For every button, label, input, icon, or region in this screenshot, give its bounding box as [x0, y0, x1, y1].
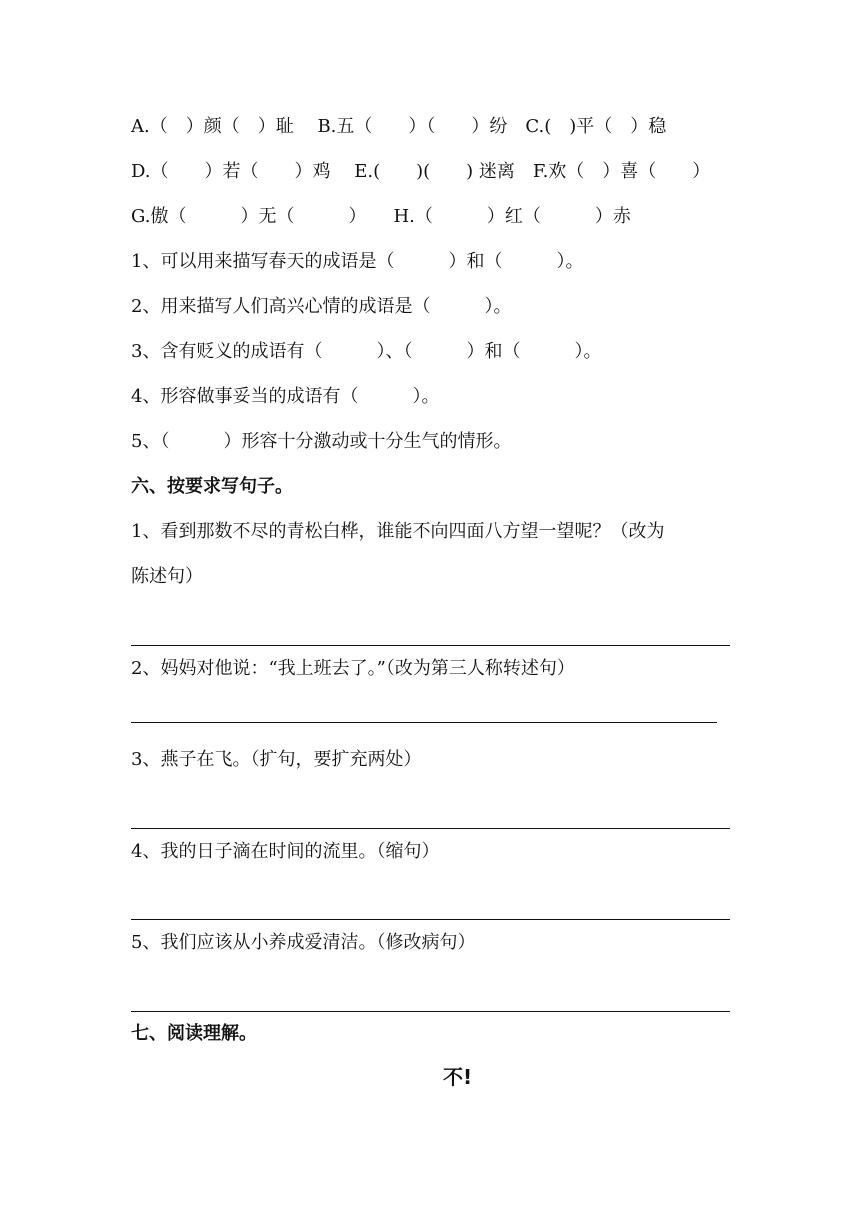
section-6-heading: 六、按要求写句子。 [131, 476, 293, 497]
idiom-option-line-3: G.傲（ ）无（ ） H.（ ）红（ ）赤 [131, 206, 631, 227]
answer-line-4[interactable] [131, 919, 730, 920]
sentence-task-3: 3、燕子在飞。（扩句，要扩充两处） [131, 749, 422, 770]
sentence-task-5: 5、我们应该从小养成爱清洁。（修改病句） [131, 932, 476, 953]
sentence-task-4: 4、我的日子滴在时间的流里。（缩句） [131, 841, 440, 862]
section-7-heading: 七、阅读理解。 [131, 1023, 257, 1044]
sentence-task-2: 2、妈妈对他说：“我上班去了。”（改为第三人称转述句） [131, 658, 575, 679]
idiom-question-2: 2、用来描写人们高兴心情的成语是（ ）。 [131, 296, 512, 317]
passage-title: 不! [443, 1065, 473, 1089]
answer-line-2[interactable] [131, 722, 717, 723]
idiom-question-3: 3、含有贬义的成语有（ ）、（ ）和（ ）。 [131, 341, 602, 362]
answer-line-1[interactable] [131, 645, 730, 646]
idiom-question-1: 1、可以用来描写春天的成语是（ ）和（ ）。 [131, 251, 584, 272]
answer-line-5[interactable] [131, 1011, 730, 1012]
answer-line-3[interactable] [131, 828, 730, 829]
sentence-task-1: 1、看到那数不尽的青松白桦，谁能不向四面八方望一望呢？（改为 [131, 521, 665, 542]
idiom-question-5: 5、（ ）形容十分激动或十分生气的情形。 [131, 431, 512, 452]
sentence-task-1-continued: 陈述句） [131, 566, 203, 587]
idiom-option-line-2: D.（ ）若（ ）鸡 E.( )( ) 迷离 F.欢（ ）喜（ ） [131, 161, 711, 182]
idiom-question-4: 4、形容做事妥当的成语有（ ）。 [131, 386, 440, 407]
idiom-option-line-1: A.（ ）颜（ ）耻 B.五（ ）（ ）纷 C.( )平（ ）稳 [131, 116, 667, 137]
